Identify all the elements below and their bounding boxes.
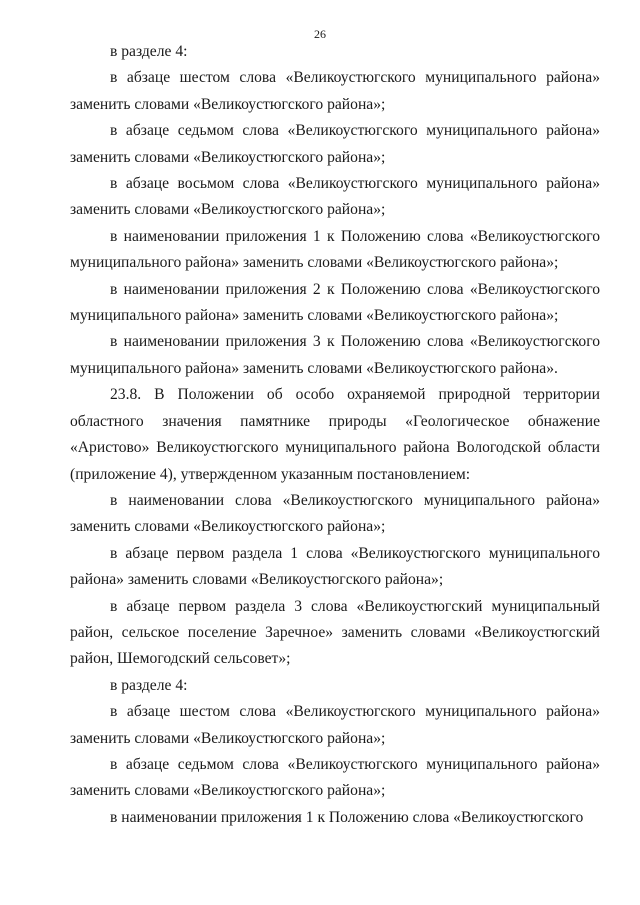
paragraph-amend-6th: в абзаце шестом слова «Великоустюгского муниципального района» заменить словами «Великоустюгского района»; (70, 69, 600, 113)
paragraph-amend-6th-2: в абзаце шестом слова «Великоустюгского муниципального района» заменить словами «Великоустюгского района»; (70, 703, 600, 747)
paragraph-appendix-1-2: в наименовании приложения 1 к Положению слова «Великоустюгского (110, 808, 584, 826)
paragraph-appendix-2: в наименовании приложения 2 к Положению слова «Великоустюгского муниципального района» заменить словами «Великоустюгского района»; (70, 280, 600, 325)
paragraph-amend-7th: в абзаце седьмом слова «Великоустюгского муниципального района» заменить словами «Великоустюгского района»; (70, 122, 600, 166)
paragraph-amend-8th: в абзаце восьмом слова «Великоустюгского муниципального района» заменить словами «Великоустюгского района»; (70, 175, 600, 219)
paragraph-appendix-3: в наименовании приложения 3 к Положению слова «Великоустюгского муниципального района» заменить словами «Великоустюгского района». (70, 333, 600, 377)
paragraph-section-4-heading-2: в разделе 4: (110, 676, 188, 694)
paragraph-naming: в наименовании слова «Великоустюгского муниципального района» заменить словами «Великоустюгского района»; (70, 491, 600, 536)
paragraph-clause-23-8: 23.8. В Положении об особо охраняемой природной территории областного значения памятнике природы «Геологическое обнажение «Аристово» Великоустюгского муниципального района Вологодской области (приложение 4), утвержденном указанным постановлением: (70, 386, 600, 483)
paragraph-section-1: в абзаце первом раздела 1 слова «Великоустюгского муниципального района» заменить словами «Великоустюгского района»; (70, 544, 600, 589)
paragraph-section-4-heading: в разделе 4: (110, 43, 188, 60)
page-number: 26 (314, 27, 326, 41)
document-body (70, 39, 600, 831)
paragraph-amend-7th-2: в абзаце седьмом слова «Великоустюгского муниципального района» заменить словами «Великоустюгского района»; (70, 755, 600, 800)
paragraph-appendix-1: в наименовании приложения 1 к Положению слова «Великоустюгского муниципального района» заменить словами «Великоустюгского района»; (70, 227, 600, 272)
paragraph-section-3: в абзаце первом раздела 3 слова «Великоустюгский муниципальный район, сельское поселение Заречное» заменить словами «Великоустюгский район, Шемогодский сельсовет»; (70, 597, 600, 668)
